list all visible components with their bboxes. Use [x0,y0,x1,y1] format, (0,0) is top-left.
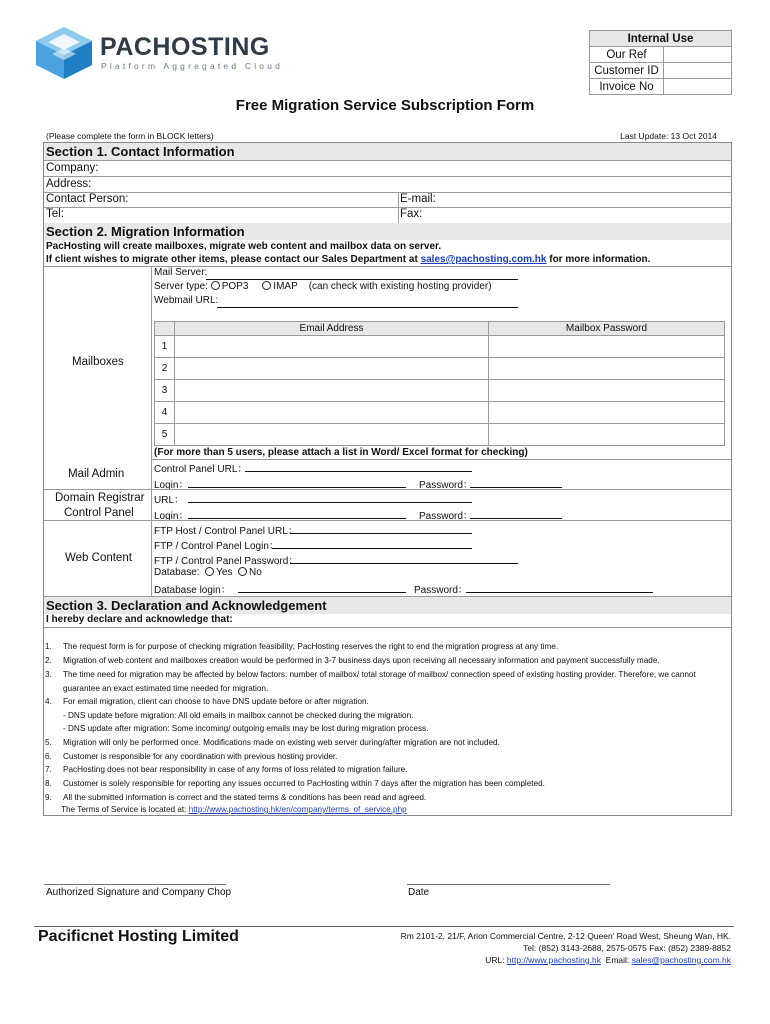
list-item: 7. PacHosting does not bear responsibility in case of any forms of loss related to migration failure. [45,765,408,774]
mailbox-password-cell[interactable] [489,380,725,402]
list-item: 2. Migration of web content and mailboxes creation would be performed in 3-7 business days upon receiving all necessary information and payment successfully made. [45,656,660,665]
list-item: 9. All the submitted information is correct and the stated terms & conditions has been read and agreed. [45,793,427,802]
footer-divider [34,926,734,927]
divider [44,520,731,521]
control-panel-url-label: Control Panel URL： [154,464,248,475]
list-item: guarantee an exact estimated time needed for migration. [63,684,269,693]
list-item: 4. For email migration, client can choose to have DNS update before or after migration. [45,697,369,706]
row-number: 5 [155,424,175,446]
contact-person-label: Contact Person: [46,193,129,205]
list-item: - DNS update after migration: Some incoming/ outgoing emails may be lost during migration process. [63,724,429,733]
ftp-host-field[interactable] [290,533,472,534]
logo-name: PACHOSTING [100,33,270,61]
list-item: 5. Migration will only be performed once. Modifications made on existing web server during/after migration are not included. [45,738,500,747]
date-line[interactable] [407,884,610,885]
divider [44,160,731,161]
footer-company-name: Pacificnet Hosting Limited [38,928,239,945]
registrar-url-field[interactable] [188,502,472,503]
address-label: Address: [46,178,92,190]
registrar-password-field[interactable] [470,518,562,519]
logo-tagline: Platform Aggregated Cloud [101,61,284,71]
mailbox-password-header: Mailbox Password [489,322,725,336]
mailbox-password-cell[interactable] [489,424,725,446]
ftp-login-field[interactable] [272,548,472,549]
row-number: 1 [155,336,175,358]
signature-line[interactable] [44,884,226,885]
database-password-label: Password： [414,585,468,596]
control-panel-url-field[interactable] [245,471,472,472]
pop3-radio[interactable] [211,281,220,290]
email-address-cell[interactable] [175,402,489,424]
terms-of-service-line: The Terms of Service is located at: http://www.pachosting.hk/en/company/terms_of_service.php [61,805,407,814]
fax-label: Fax: [400,208,423,220]
domain-registrar-label: Domain Registrar [55,492,145,504]
row-number: 3 [155,380,175,402]
database-login-label: Database login： [154,585,231,596]
divider [44,266,731,267]
divider [44,192,731,193]
list-item: 8. Customer is solely responsible for reporting any issues occurred to PacHosting within 7 days after the migration has been completed. [45,779,545,788]
registrar-login-field[interactable] [188,518,406,519]
our-ref-label: Our Ref [590,47,664,63]
mail-admin-login-label: Login： [154,480,189,491]
table-row [155,380,725,402]
internal-use-table [589,30,732,95]
table-row [155,402,725,424]
section2-intro-2: If client wishes to migrate other items, please contact our Sales Department at sales@pachosting.com.hk for more information. [46,254,651,265]
mailbox-password-cell[interactable] [489,358,725,380]
email-address-header: Email Address [175,322,489,336]
list-item: 1. The request form is for purpose of checking migration feasibility; PacHosting reserves the right to end the migration progress at any time. [45,642,559,651]
section2-intro-1: PacHosting will create mailboxes, migrate web content and mailbox data on server. [46,241,442,252]
database-login-field[interactable] [238,592,406,593]
ftp-password-label: FTP / Control Panel Password： [154,556,299,567]
mail-admin-password-field[interactable] [470,487,562,488]
terms-of-service-link[interactable]: http://www.pachosting.hk/en/company/terms_of_service.php [188,805,407,814]
server-type-row: Server type: POP3 IMAP (can check with existing hosting provider) [154,281,492,292]
ftp-login-label: FTP / Control Panel Login： [154,541,279,552]
sales-email-link[interactable]: sales@pachosting.com.hk [420,254,547,265]
date-label: Date [408,887,430,898]
block-letters-note: (Please complete the form in BLOCK letters) [46,131,214,141]
registrar-url-label: URL： [154,495,185,506]
last-update: Last Update: 13 Oct 2014 [620,131,717,141]
mail-admin-login-field[interactable] [188,487,406,488]
footer-address: Rm 2101-2, 21/F, Arion Commercial Centre, 2-12 Queen’ Road West, Sheung Wan, HK. [400,931,731,941]
mail-admin-password-label: Password： [419,480,473,491]
footer-tel-fax: Tel: (852) 3143-2688, 2575-0575 Fax: (852) 2389-8852 [523,943,731,953]
declaration-lead: I hereby declare and acknowledge that: [46,614,233,625]
database-no-radio[interactable] [238,567,247,576]
email-address-cell[interactable] [175,358,489,380]
logo-cube-icon [36,27,92,79]
control-panel-label: Control Panel [64,507,134,519]
invoice-no-field[interactable] [664,79,732,95]
customer-id-label: Customer ID [590,63,664,79]
registrar-login-label: Login： [154,511,189,522]
mailbox-number-header [155,322,175,336]
column-divider [151,266,152,596]
footer-email-link[interactable]: sales@pachosting.com.hk [631,955,731,965]
ftp-host-label: FTP Host / Control Panel URL： [154,526,298,537]
database-password-field[interactable] [466,592,653,593]
ftp-password-field[interactable] [290,563,518,564]
list-item: - DNS update before migration: All old emails in mailbox cannot be checked during the migration. [63,711,414,720]
mailbox-table [154,321,725,446]
mail-server-field[interactable] [206,279,518,280]
our-ref-field[interactable] [664,47,732,63]
table-row [155,424,725,446]
section1-title: Section 1. Contact Information [44,143,731,160]
webmail-url-label: Webmail URL: [154,295,219,306]
customer-id-field[interactable] [664,63,732,79]
table-row [155,358,725,380]
webmail-url-field[interactable] [217,307,518,308]
footer-url-link[interactable]: http://www.pachosting.hk [506,955,601,965]
imap-radio[interactable] [262,281,271,290]
database-yes-radio[interactable] [205,567,214,576]
row-number: 2 [155,358,175,380]
email-address-cell[interactable] [175,336,489,358]
registrar-password-label: Password： [419,511,473,522]
divider [44,207,731,208]
email-label: E-mail: [400,193,436,205]
list-item: 6. Customer is responsible for any coordination with previous hosting provider. [45,752,338,761]
internal-use-title: Internal Use [590,31,732,47]
email-address-cell[interactable] [175,424,489,446]
mail-server-label: Mail Server: [154,267,208,278]
more-users-note: (For more than 5 users, please attach a list in Word/ Excel format for checking) [154,447,528,458]
mailbox-password-cell[interactable] [489,336,725,358]
invoice-no-label: Invoice No [590,79,664,95]
mailboxes-label: Mailboxes [72,356,124,368]
authorized-signature-label: Authorized Signature and Company Chop [46,887,232,898]
mailbox-password-cell[interactable] [489,402,725,424]
section2-title: Section 2. Migration Information [44,223,731,240]
list-item: 3. The time need for migration may be affected by below factors: number of mailbox/ total storage of mailbox/ connection speed of existing hosting provider. Therefore, we cannot [45,670,696,679]
divider [44,489,731,490]
divider [44,627,731,628]
form-title: Free Migration Service Subscription Form [235,97,535,114]
company-label: Company: [46,162,99,174]
mail-admin-label: Mail Admin [68,468,125,480]
email-address-cell[interactable] [175,380,489,402]
row-number: 4 [155,402,175,424]
footer-contact: URL: http://www.pachosting.hk Email: sales@pachosting.com.hk [485,955,731,965]
table-row [155,336,725,358]
divider [44,176,731,177]
web-content-label: Web Content [65,552,132,564]
section3-title: Section 3. Declaration and Acknowledgement [44,597,731,614]
tel-label: Tel: [46,208,64,220]
database-row: Database: Yes No [154,567,262,578]
